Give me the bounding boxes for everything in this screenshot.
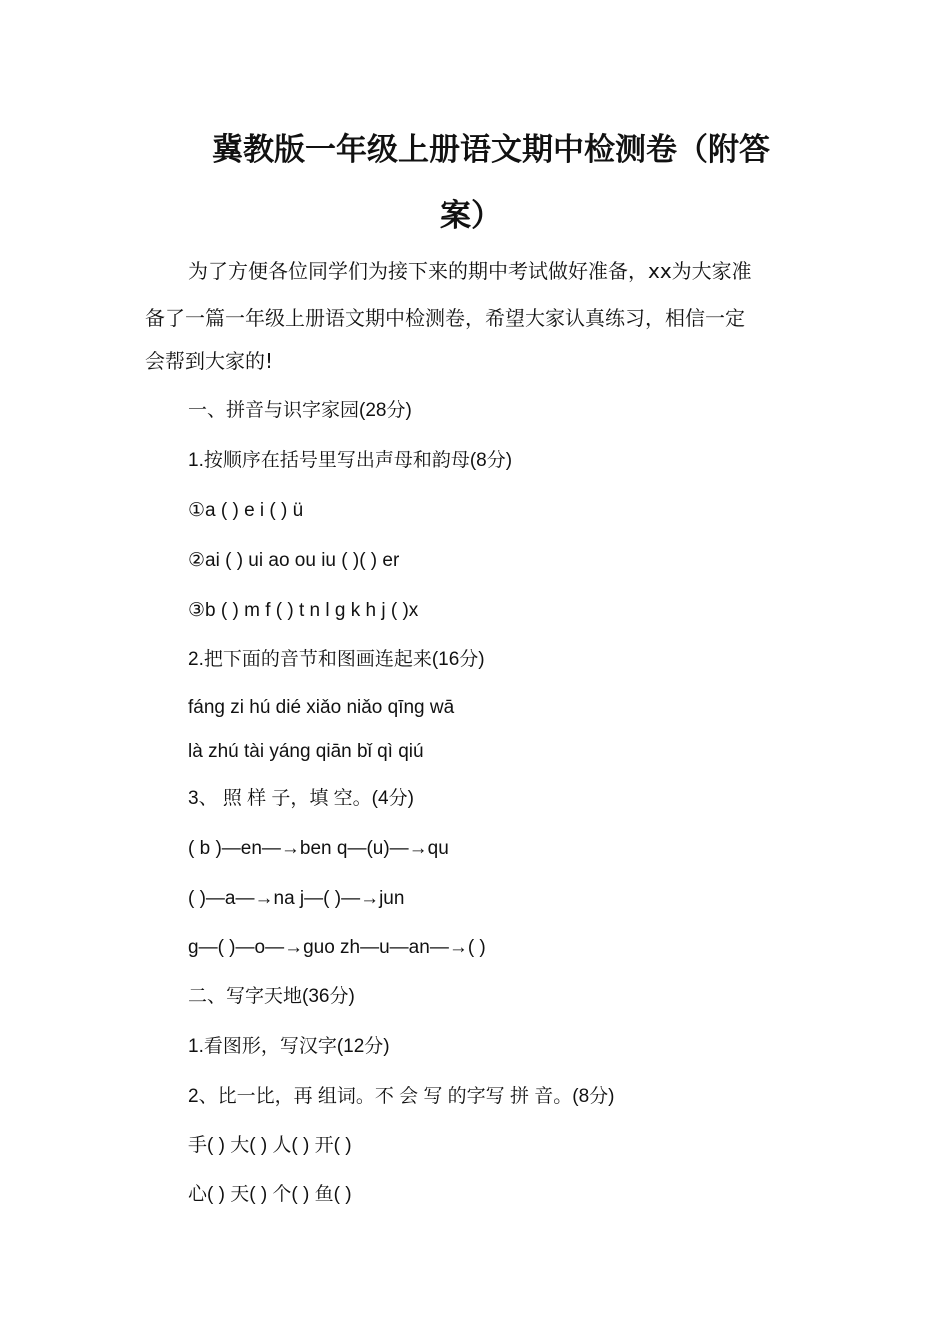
intro-paragraph-line-2: 备了一篇一年级上册语文期中检测卷，希望大家认真练习，相信一定 xyxy=(145,306,745,330)
section-1-heading: 一、拼音与识字家园(28分) xyxy=(188,400,412,421)
question-2-1: 1.看图形，写汉字(12分) xyxy=(188,1036,390,1057)
pinyin-row-1: fáng zi hú dié xiǎo niǎo qīng wā xyxy=(188,697,455,718)
intro-paragraph-line-1: 为了方便各位同学们为接下来的期中考试做好准备，xx为大家准 xyxy=(188,259,752,283)
intro-paragraph-line-3: 会帮到大家的! xyxy=(145,349,274,373)
question-1-1-row-3: ③b ( ) m f ( ) t n l g k h j ( )x xyxy=(188,600,419,621)
question-1-3: 3、 照 样 子，填 空。(4分) xyxy=(188,788,414,809)
question-1-1: 1.按顺序在括号里写出声母和韵母(8分) xyxy=(188,450,513,471)
section-2-heading: 二、写字天地(36分) xyxy=(188,986,355,1007)
question-1-1-row-1: ①a ( ) e i ( ) ü xyxy=(188,500,304,521)
pinyin-row-2: là zhú tài yáng qiān bǐ qì qiú xyxy=(188,741,424,762)
question-1-3-row-2: ( )—a—→na j—( )—→jun xyxy=(188,888,405,909)
question-1-3-row-3: g—( )—o—→guo zh—u—an—→( ) xyxy=(188,937,486,958)
question-1-3-row-1: ( b )—en—→ben q—(u)—→qu xyxy=(188,838,449,859)
question-2-2-row-2: 心( ) 天( ) 个( ) 鱼( ) xyxy=(188,1184,352,1205)
question-1-2: 2.把下面的音节和图画连起来(16分) xyxy=(188,649,485,670)
question-2-2: 2、比一比，再 组词。不 会 写 的字写 拼 音。(8分) xyxy=(188,1086,615,1107)
document-title-line-2: 案） xyxy=(440,198,502,234)
question-2-2-row-1: 手( ) 大( ) 人( ) 开( ) xyxy=(188,1135,352,1156)
question-1-1-row-2: ②ai ( ) ui ao ou iu ( )( ) er xyxy=(188,550,400,571)
document-title-line-1: 冀教版一年级上册语文期中检测卷（附答 xyxy=(212,132,770,168)
